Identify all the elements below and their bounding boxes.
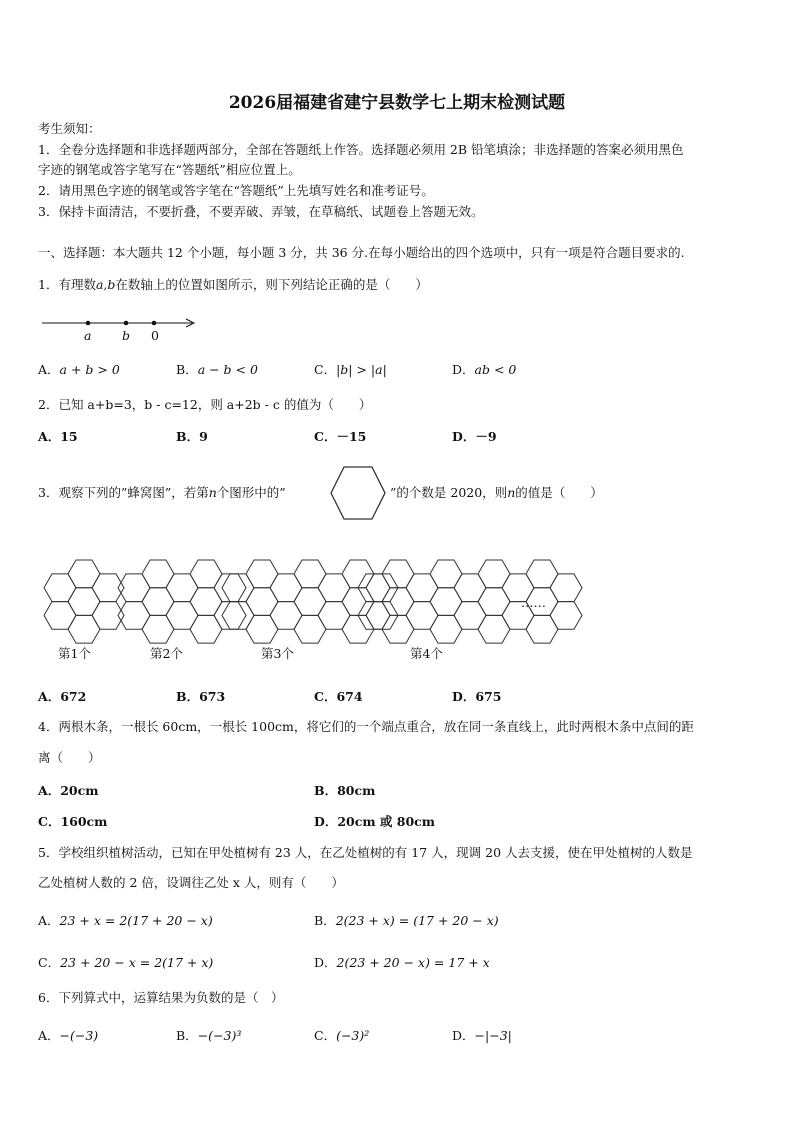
q6-option-c[interactable] [314, 1026, 369, 1044]
hexagon-cell-fig1 [92, 602, 124, 630]
point-zero [152, 321, 157, 326]
hexagon-cell-fig4 [526, 560, 558, 588]
q1-option-d[interactable] [452, 360, 516, 378]
q5-option-d-letter: D． [314, 955, 337, 970]
q3-stem-c-text: ”的个数是 2020，则 [390, 485, 508, 500]
q2-option-a[interactable]: A．15 [38, 429, 78, 444]
q5-option-b-expr: 2(23 + x) = (17 + 20 − x) [335, 913, 499, 928]
q1-option-a[interactable] [38, 360, 120, 378]
label-b: b [122, 328, 131, 343]
q6-option-a-expr: −(−3) [59, 1028, 99, 1043]
q6-option-d-expr: −|−3| [474, 1028, 512, 1043]
hexagon-cell-fig4 [550, 574, 582, 602]
q1-option-c-expr: |b| > |a| [336, 362, 387, 377]
q2-stem: 2．已知 a+b=3，b - c=12，则 a+2b - c 的值为（ ） [38, 397, 372, 412]
hexagon-cell-fig3 [294, 560, 326, 588]
section-heading: 一、选择题：本大题共 12 个小题，每小题 3 分，共 36 分.在每小题给出的四个选项中，只有一项是符合题目要求的. [38, 245, 685, 260]
q3-stem-a [38, 484, 286, 502]
hexagon-cell-fig4 [478, 588, 510, 616]
q1-option-c-letter: C． [314, 362, 337, 377]
hexagon-cell-fig3 [270, 574, 302, 602]
q6-stem: 6．下列算式中，运算结果为负数的是（ ） [38, 990, 284, 1005]
hexagon-cell-fig1 [68, 588, 100, 616]
q4-stem-a: 4．两根木条，一根长 60cm，一根长 100cm，将它们的一个端点重合，放在同一条直线上，此时两根木条中点间的距 [38, 719, 694, 734]
hexagon-cell-fig1 [68, 560, 100, 588]
q5-option-c-letter: C． [38, 955, 61, 970]
q3-stem-d: 的值是（ ） [515, 485, 603, 500]
hexagon-cell-fig4 [406, 574, 438, 602]
q6-option-b[interactable] [176, 1026, 241, 1044]
q5-stem-a: 5．学校组织植树活动，已知在甲处植树有 23 人，在乙处植树的有 17 人，现调 20 人去支援，使在甲处植树的人数是 [38, 845, 693, 860]
q4-option-a[interactable]: A．20cm [38, 783, 99, 798]
hexagon-cell-fig4 [526, 615, 558, 643]
q5-option-a-expr: 23 + x = 2(17 + 20 − x) [59, 913, 213, 928]
hexagon-cell-fig1 [92, 574, 124, 602]
point-a [86, 321, 91, 326]
hexagon-cell-fig1 [44, 574, 76, 602]
q5-option-a-letter: A． [38, 913, 60, 928]
q1-vars: a,b [95, 277, 116, 292]
figure-label-4: 第4个 [410, 646, 443, 661]
hexagon-icon [330, 465, 386, 521]
hexagon-cell-fig2 [190, 560, 222, 588]
hexagon-cell-fig3 [318, 602, 350, 630]
q5-option-c-expr: 23 + 20 − x = 2(17 + x) [60, 955, 214, 970]
notice-line-3: 3．保持卡面清洁，不要折叠，不要弄破、弄皱，在草稿纸、试题卷上答题无效。 [38, 204, 484, 219]
q4-stem-b: 离（ ） [38, 750, 101, 765]
q1-stem-a: 1．有理数 [38, 277, 96, 292]
hexagon-cell-fig2 [166, 602, 198, 630]
hexagon-cell-fig3 [318, 574, 350, 602]
hexagon-cell-fig3 [294, 588, 326, 616]
point-b [124, 321, 129, 326]
hexagon-cell-fig3 [246, 588, 278, 616]
q3-option-a[interactable]: A．672 [38, 689, 87, 704]
q5-option-b-letter: B． [314, 913, 336, 928]
figure-label-3: 第3个 [261, 646, 294, 661]
hexagon-cell-fig4 [454, 574, 486, 602]
hexagon-cell-fig2 [142, 560, 174, 588]
q6-option-a-letter: A． [38, 1028, 60, 1043]
q2-option-c[interactable]: C．－15 [314, 429, 367, 444]
notice-line-1a: 1．全卷分选择题和非选择题两部分，全部在答题纸上作答。选择题必须用 2B 铅笔填涂；非选择题的答案必须用黑色 [38, 142, 684, 157]
q1-option-d-letter: D． [452, 362, 475, 377]
page-title: 2026届福建省建宁县数学七上期末检测试题 [228, 93, 566, 113]
q4-option-d[interactable]: D．20cm 或 80cm [314, 814, 436, 829]
q6-option-b-expr: −(−3)³ [197, 1028, 242, 1043]
hexagon-cell-fig4 [478, 560, 510, 588]
q2-option-b[interactable]: B．9 [176, 429, 208, 444]
hexagon-cell-fig1 [68, 615, 100, 643]
q1-option-b-letter: B． [176, 362, 198, 377]
figure-ellipsis: …… [521, 595, 546, 610]
q5-option-a[interactable] [38, 911, 213, 929]
hexagon-cell-fig4 [478, 615, 510, 643]
label-a: a [84, 328, 92, 343]
q5-option-b[interactable] [314, 911, 499, 929]
q5-option-d[interactable] [314, 953, 490, 971]
q3-stem-b: 个图形中的” [216, 485, 286, 500]
q3-option-d[interactable]: D．675 [452, 689, 502, 704]
figure-label-1: 第1个 [58, 646, 91, 661]
q1-option-d-expr: ab < 0 [474, 362, 517, 377]
q1-stem [38, 276, 428, 294]
q1-option-b-expr: a − b < 0 [197, 362, 258, 377]
hexagon-cell-fig2 [118, 574, 150, 602]
hexagon-cell-fig2 [142, 615, 174, 643]
q5-option-d-expr: 2(23 + 20 − x) = 17 + x [336, 955, 490, 970]
q1-stem-b: 在数轴上的位置如图所示，则下列结论正确的是（ ） [115, 277, 428, 292]
q2-option-d[interactable]: D．－9 [452, 429, 497, 444]
hexagon-cell-fig1 [44, 602, 76, 630]
hexagon-cell-fig2 [214, 602, 246, 630]
hexagon-cell-fig2 [214, 574, 246, 602]
q1-option-b[interactable] [176, 360, 258, 378]
hexagon-cell-fig2 [142, 588, 174, 616]
hexagon-cell-fig2 [166, 574, 198, 602]
hexagon-cell-fig3 [246, 615, 278, 643]
honeycomb-figures [38, 548, 598, 658]
q3-option-b[interactable]: B．673 [176, 689, 226, 704]
hexagon-cell-fig4 [430, 560, 462, 588]
q1-option-a-expr: a + b > 0 [59, 362, 120, 377]
hexagon-cell-fig2 [190, 588, 222, 616]
hexagon-cell-fig3 [294, 615, 326, 643]
q3-stem-c [390, 484, 603, 502]
q3-option-c[interactable]: C．674 [314, 689, 363, 704]
hexagon-cell-fig4 [430, 588, 462, 616]
q6-option-c-expr: (−3)² [336, 1028, 370, 1043]
q3-n2: n [507, 485, 516, 500]
q3-n1: n [208, 485, 217, 500]
q4-option-c[interactable]: C．160cm [38, 814, 108, 829]
q6-option-a[interactable] [38, 1026, 98, 1044]
q6-option-b-letter: B． [176, 1028, 198, 1043]
notice-line-1b: 字迹的钢笔或答字笔写在“答题纸”相应位置上。 [38, 162, 301, 177]
q5-option-c[interactable] [38, 953, 213, 971]
notice-heading: 考生须知： [38, 121, 101, 136]
q5-stem-b: 乙处植树人数的 2 倍，设调往乙处 x 人，则有（ ） [38, 875, 344, 890]
q4-option-b[interactable]: B．80cm [314, 783, 376, 798]
hexagon-cell-fig2 [190, 615, 222, 643]
q3-stem-a-text: 3．观察下列的”蜂窝图”，若第 [38, 485, 209, 500]
hexagon-cell-fig3 [222, 602, 254, 630]
q6-option-d[interactable] [452, 1026, 512, 1044]
hexagon-cell-fig4 [550, 602, 582, 630]
figure-label-2: 第2个 [150, 646, 183, 661]
q6-option-c-letter: C． [314, 1028, 337, 1043]
number-line [40, 314, 200, 344]
hexagon-cell-fig2 [118, 602, 150, 630]
hexagon-cell-fig4 [406, 602, 438, 630]
notice-line-2: 2．请用黑色字迹的钢笔或答字笔在“答题纸”上先填写姓名和准考证号。 [38, 183, 434, 198]
hexagon-cell-fig3 [270, 602, 302, 630]
hexagon-cell-fig3 [246, 560, 278, 588]
q1-option-c[interactable] [314, 360, 387, 378]
hexagon-cell-fig3 [222, 574, 254, 602]
q1-option-a-letter: A． [38, 362, 60, 377]
label-zero: 0 [151, 328, 159, 343]
hexagon-cell-fig4 [430, 615, 462, 643]
hexagon-cell-fig4 [454, 602, 486, 630]
q6-option-d-letter: D． [452, 1028, 475, 1043]
